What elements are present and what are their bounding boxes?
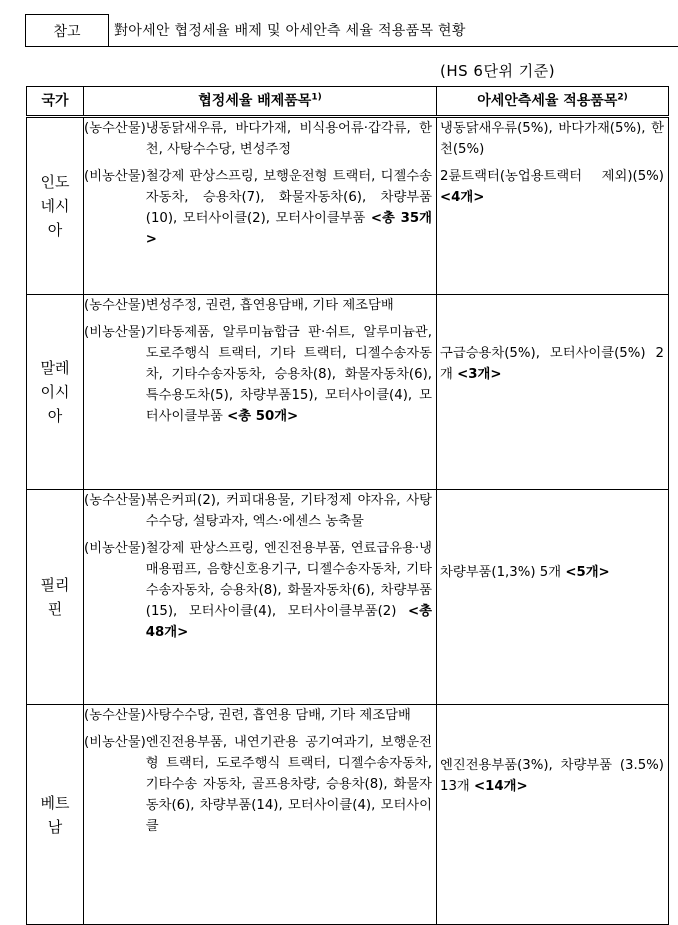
nonagri-total: <총 35개> bbox=[145, 211, 433, 247]
unit-note: (HS 6단위 기준) bbox=[440, 62, 556, 80]
nonagri-label: (비농산물) bbox=[84, 169, 146, 184]
nonagri-total: <총 50개> bbox=[227, 409, 299, 424]
agri-items: 볶은커피(2), 커피대용물, 기타정제 야자유, 사탕수수당, 설탕과자, 엑스·에센스 농축물 bbox=[145, 493, 432, 529]
applied-total: <5개> bbox=[565, 565, 610, 580]
nonagri-items: 기타동제품, 알루미늄합금 판·쉬트, 알루미늄관, 도로주행식 트랙터, 기타 트랙터, 디젤수송자동차, 기타수송자동차, 승용차(8), 화물자동차(6), 특수용도차(5), 차량부품15), 모터사이클(4), 모터사이클부품 bbox=[145, 325, 432, 424]
title-underline bbox=[109, 46, 678, 47]
applied-items-cell bbox=[437, 705, 669, 925]
nonagri-category bbox=[84, 732, 436, 837]
header-country: 국가 bbox=[27, 87, 84, 117]
country-cell bbox=[27, 705, 84, 925]
nonagri-items: 철강제 판상스프링, 엔진전용부품, 연료급유용·냉매용펌프, 음향신호용기구, 디젤수송자동차, 기타수송자동차, 승용차(8), 화물자동차(6), 차량부품(15), 모터사이클(4), 모터사이클부품(2) bbox=[145, 541, 432, 619]
country-name-line: 이시 bbox=[40, 383, 70, 401]
country-name-line: 네시 bbox=[40, 197, 70, 215]
agri-label: (농수산물) bbox=[84, 121, 146, 136]
document-title: 對아세안 협정세율 배제 및 아세안측 세율 적용품목 현황 bbox=[114, 23, 466, 39]
excluded-items-cell bbox=[84, 705, 437, 925]
country-name-line: 핀 bbox=[47, 600, 63, 618]
table-row bbox=[27, 490, 669, 705]
country-cell bbox=[27, 490, 84, 705]
applied-total: <3개> bbox=[457, 367, 502, 382]
nonagri-total: <총 48개> bbox=[145, 604, 432, 640]
agri-label: (농수산물) bbox=[84, 493, 146, 508]
agri-items: 사탕수수당, 권련, 흡연용 담배, 기타 제조담배 bbox=[145, 708, 411, 723]
agri-items: 냉동닭새우류, 바다가재, 비식용어류·갑각류, 한천, 사탕수수당, 변성주정 bbox=[145, 121, 432, 157]
excluded-items-cell bbox=[84, 490, 437, 705]
nonagri-items: 철강제 판상스프링, 보행운전형 트랙터, 디젤수송자동차, 승용차(7), 화물자동차(6), 차량부품(10), 모터사이클(2), 모터사이클부품 bbox=[145, 169, 432, 226]
country-name-line: 베트 bbox=[40, 793, 70, 812]
applied-total: <14개> bbox=[474, 779, 528, 794]
nonagri-items: 엔진전용부품, 내연기관용 공기여과기, 보행운전형 트랙터, 도로주행식 트랙터, 디젤수송자동차, 기타수송 자동차, 골프용차량, 승용차(8), 화물자동차(6), 차량부품(14), 모터사이클(4), 모터사이클 bbox=[145, 735, 432, 834]
applied-items-cell bbox=[437, 490, 669, 705]
agri-category bbox=[84, 295, 436, 316]
applied-items-cell bbox=[437, 295, 669, 490]
reference-label: 참고 bbox=[53, 23, 81, 40]
agri-category bbox=[84, 490, 436, 532]
table-row bbox=[27, 117, 669, 295]
agri-label: (농수산물) bbox=[84, 708, 146, 723]
reference-label-box bbox=[25, 14, 109, 47]
country-name-line: 말레 bbox=[40, 359, 70, 377]
excluded-items-cell bbox=[84, 295, 437, 490]
country-cell bbox=[27, 117, 84, 295]
nonagri-label: (비농산물) bbox=[84, 541, 146, 556]
agri-items: 변성주정, 권련, 흡연용담배, 기타 제조담배 bbox=[145, 298, 394, 313]
nonagri-category bbox=[84, 166, 436, 250]
country-name-line: 아 bbox=[47, 407, 63, 425]
applied-item-line: 엔진전용부품(3%), 차량부품 (3.5%) 13개 <14개> bbox=[440, 758, 664, 794]
header-applied: 아세안측세율 적용품목$^{2)}$ bbox=[437, 87, 669, 117]
country-name-line: 남 bbox=[47, 817, 63, 836]
agri-label: (농수산물) bbox=[84, 298, 146, 313]
agri-category bbox=[84, 705, 436, 726]
nonagri-category bbox=[84, 538, 436, 643]
nonagri-label: (비농산물) bbox=[84, 735, 146, 750]
applied-total: <4개> bbox=[440, 190, 485, 205]
applied-item-line: 차량부품(1,3%) 5개 <5개> bbox=[440, 565, 610, 580]
excluded-items-cell bbox=[84, 117, 437, 295]
applied-item-line: 구급승용차(5%), 모터사이클(5%) 2개 <3개> bbox=[440, 346, 664, 382]
country-name-line: 아 bbox=[47, 221, 63, 239]
applied-items-cell bbox=[437, 117, 669, 295]
table-header-row bbox=[27, 87, 669, 117]
nonagri-category bbox=[84, 322, 436, 427]
applied-item-line: 2륜트랙터(농업용트랙터 제외)(5%) <4개> bbox=[440, 169, 664, 205]
country-cell bbox=[27, 295, 84, 490]
table-row bbox=[27, 705, 669, 925]
country-name-line: 인도 bbox=[40, 173, 70, 191]
applied-item-line: 냉동닭새우류(5%), 바다가재(5%), 한천(5%) bbox=[440, 121, 664, 157]
header-excluded: 협정세율 배제품목$^{1)}$ bbox=[84, 87, 437, 117]
table-row bbox=[27, 295, 669, 490]
tariff-table bbox=[26, 86, 669, 925]
agri-category bbox=[84, 118, 436, 160]
nonagri-label: (비농산물) bbox=[84, 325, 146, 340]
country-name-line: 필리 bbox=[40, 576, 70, 594]
